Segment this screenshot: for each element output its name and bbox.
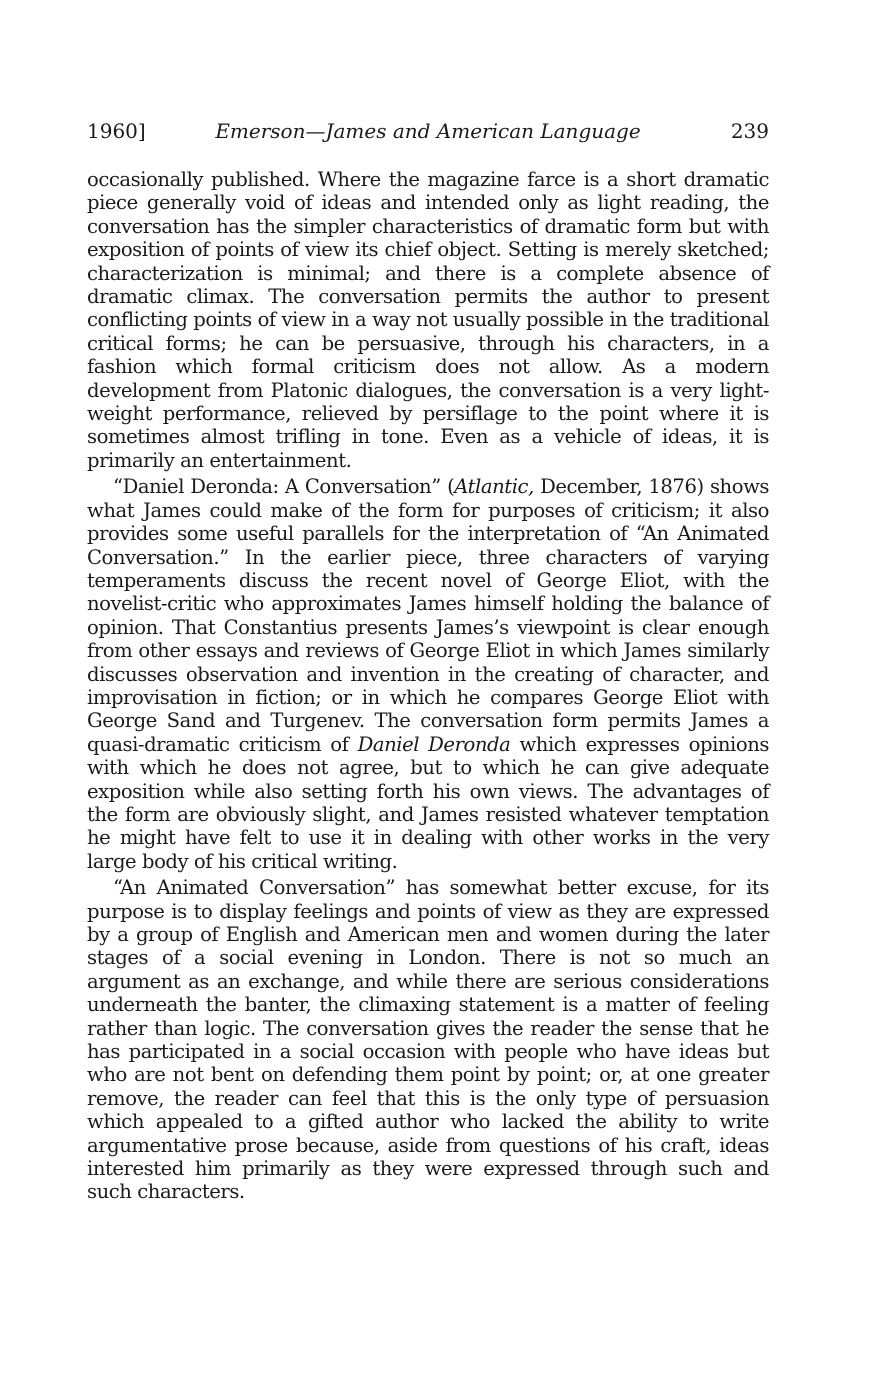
paragraph-daniel-deronda bbox=[87, 475, 769, 873]
running-title: Emerson—James and American Language bbox=[215, 119, 641, 143]
italic-title-atlantic: Atlantic, bbox=[454, 475, 534, 499]
paragraph-text: which expresses opinions with which he does not agree, but to which he can give adequate exposition while also setting forth his own views. The advantages of the form are obviously slight, and James resisted whatever temptation he might have felt to use it in dealing with other works in the very large body of his critical writing. bbox=[87, 732, 769, 873]
running-head bbox=[87, 116, 769, 146]
page-number: 239 bbox=[730, 119, 769, 143]
paragraph-animated-conversation: “An Animated Conversation” has somewhat better excuse, for its purpose is to display feelings and points of view as they are expressed by a group of English and American men and women during the later stages of a social evening in London. There is not so much an argument as an exchange, and while there are serious considerations underneath the banter, the climaxing statement is a matter of feeling rather than logic. The conversation gives the reader the sense that he has participated in a social occasion with people who have ideas but who are not bent on defending them point by point; or, at one greater remove, the reader can feel that this is the only type of persuasion which appealed to a gifted author who lacked the ability to write argumentative prose because, aside from questions of his craft, ideas interested him primarily as they were expressed through such and such characters. bbox=[87, 876, 769, 1204]
article-body bbox=[87, 168, 769, 1204]
page bbox=[87, 116, 769, 1204]
paragraph-continued: occasionally published. Where the magazine farce is a short dramatic piece generally void of ideas and intended only as light reading, the conversation has the simpler characteristics of dramatic form but with exposition of points of view its chief object. Setting is merely sketched; characterization is minimal; and there is a complete absence of dramatic climax. The conversation permits the author to present conflicting points of view in a way not usually possible in the traditional critical forms; he can be persuasive, through his characters, in a fashion which formal criticism does not allow. As a modern development from Platonic dialogues, the conversation is a very light-weight performance, relieved by persiflage to the point where it is sometimes almost trifling in tone. Even as a vehicle of ideas, it is primarily an entertainment. bbox=[87, 168, 769, 472]
italic-title-daniel-deronda: Daniel Deronda bbox=[357, 732, 511, 756]
paragraph-text: December, 1876) shows what James could make of the form for purposes of criticism; it also provides some useful parallels for the interpretation of “An Animated Conversation.” In the earlier piece, three characters of varying temperaments discuss the recent novel of George Eliot, with the novelist-critic who approximates James himself holding the balance of opinion. That Constantius presents James’s viewpoint is clear enough from other essays and reviews of George Eliot in which James similarly discusses observation and invention in the creating of character, and improvisation in fiction; or in which he compares George Eliot with George Sand and Turgenev. The conversation form permits James a quasi-dramatic criticism of bbox=[87, 475, 769, 756]
issue-year: 1960] bbox=[87, 119, 146, 143]
paragraph-text: “Daniel Deronda: A Conversation” ( bbox=[113, 475, 455, 499]
